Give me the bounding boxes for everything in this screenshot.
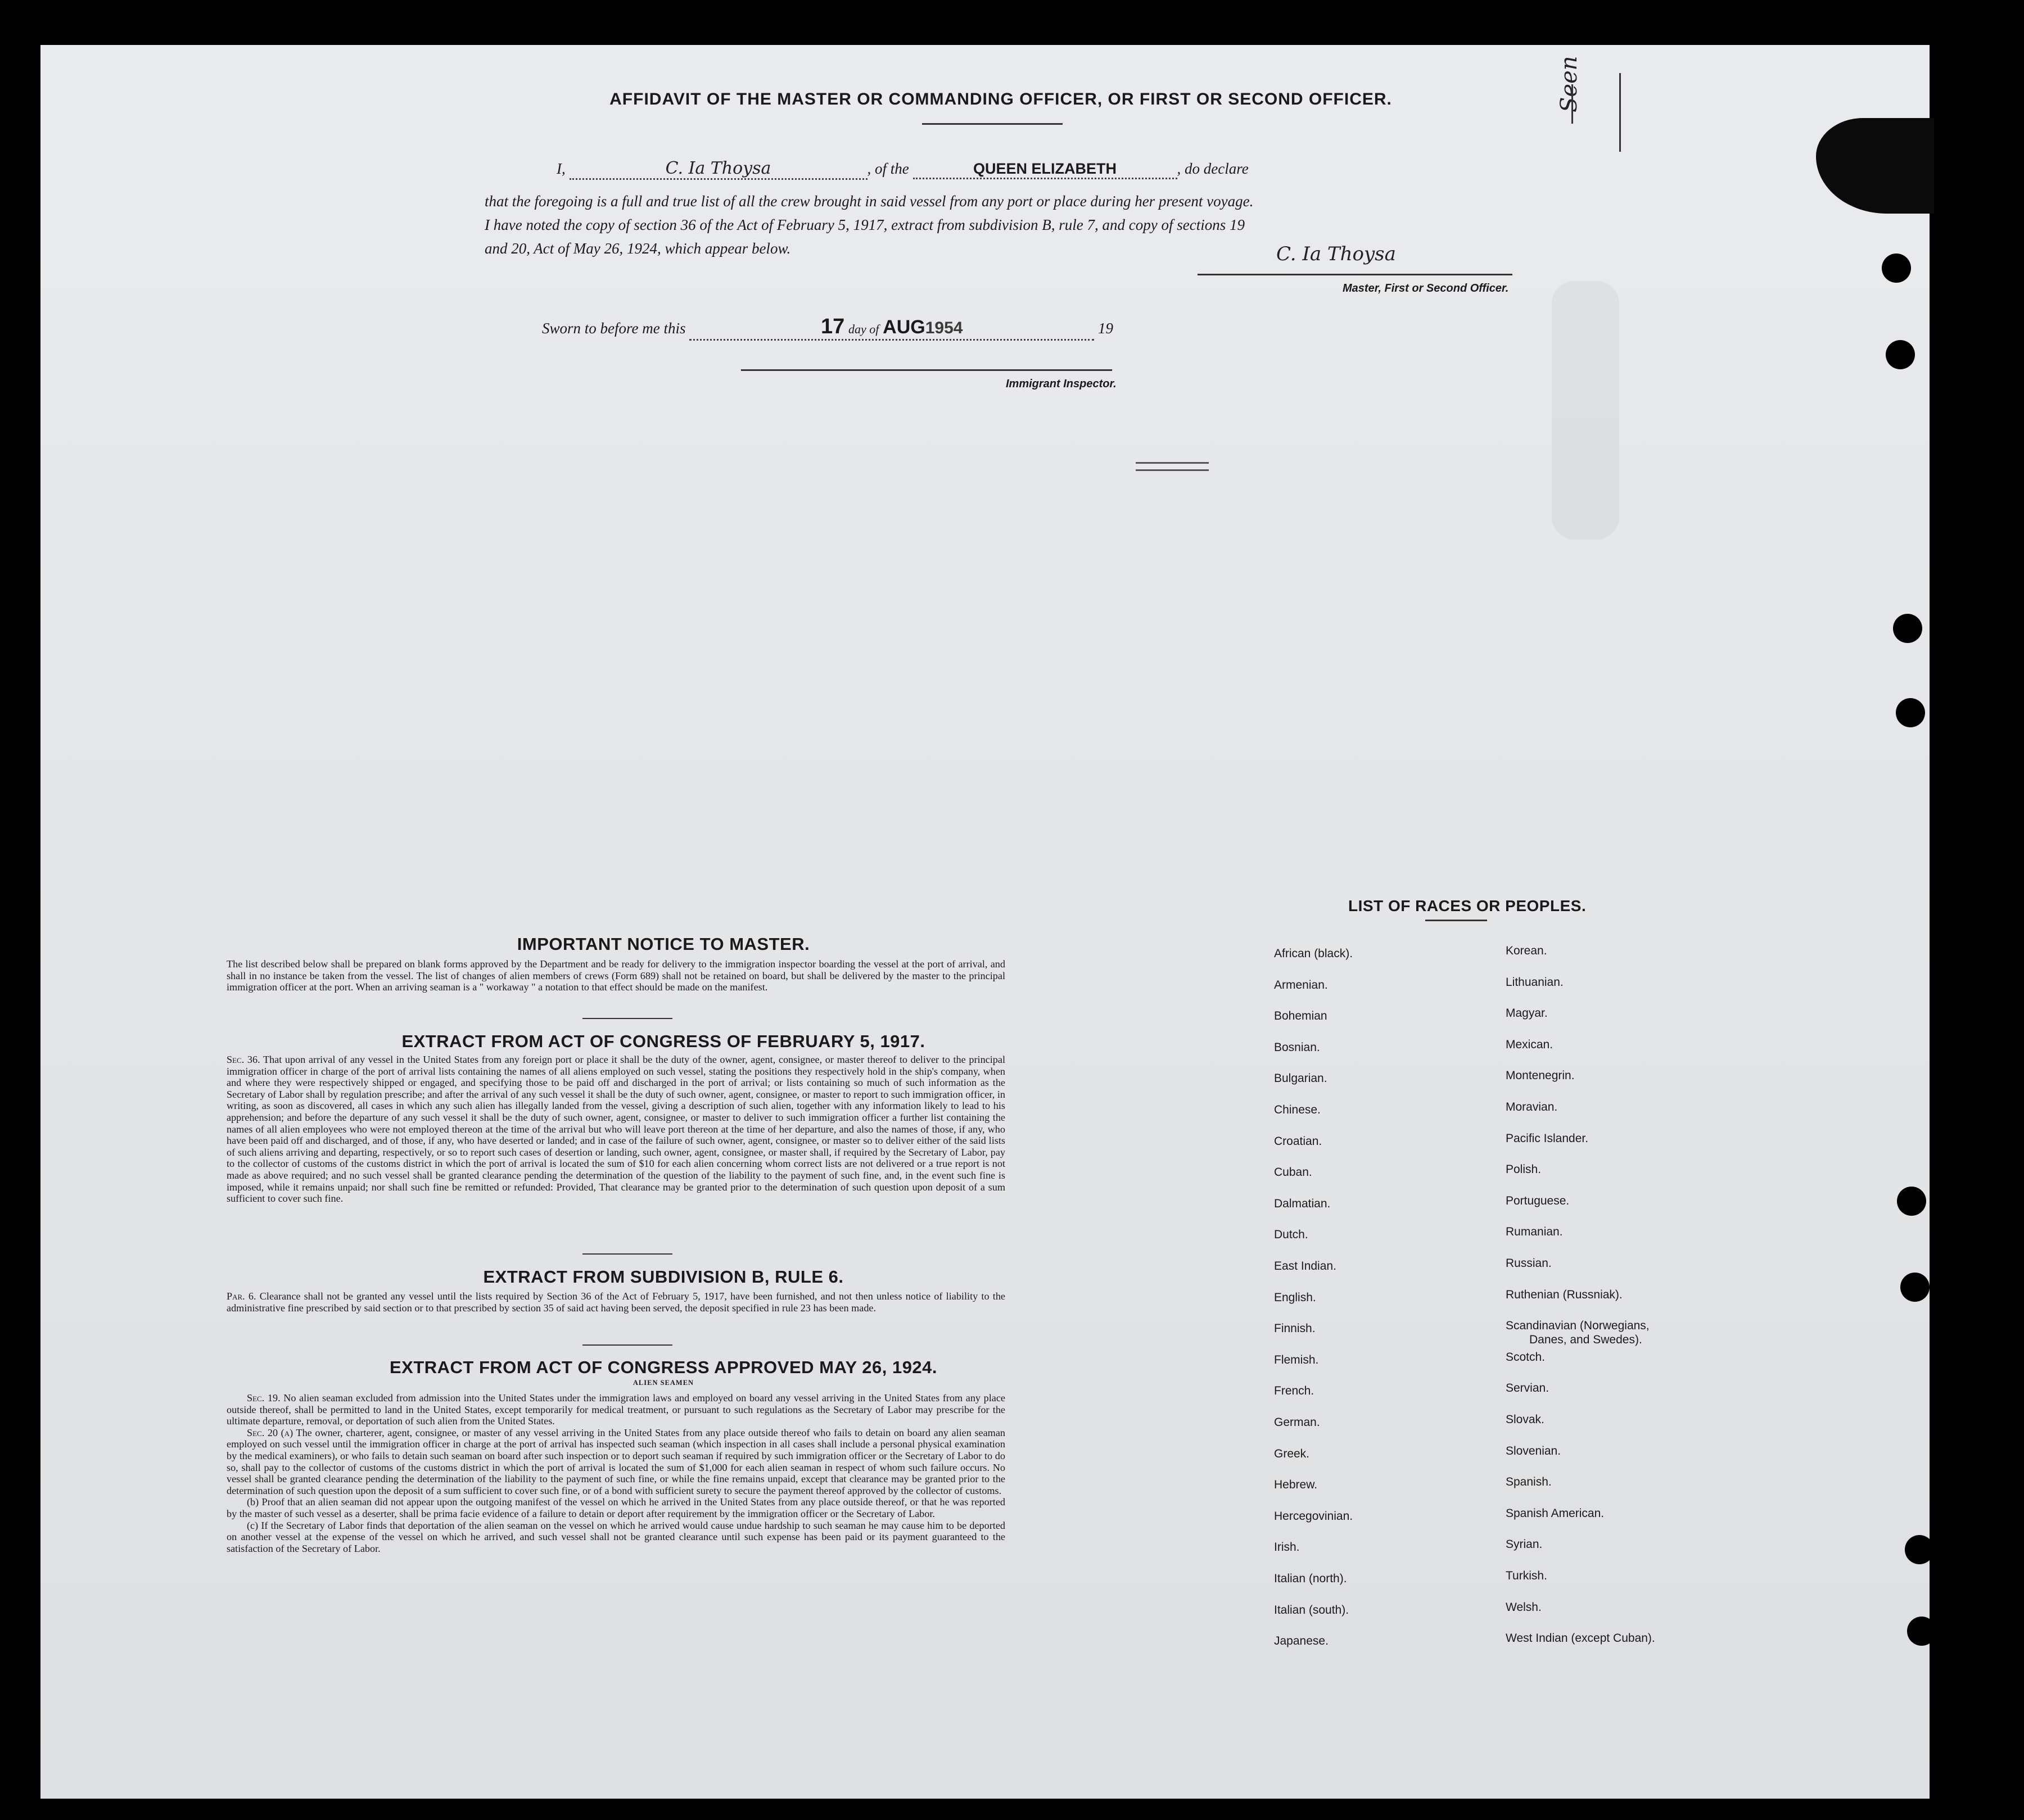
margin-handwritten-note: Seen xyxy=(1556,56,1582,112)
do-declare-label: , do declare xyxy=(1177,160,1249,177)
race-item: Spanish American. xyxy=(1506,1506,1605,1520)
section-rule xyxy=(582,1253,672,1255)
section-rule xyxy=(582,1018,672,1019)
affidavit-line-3: I have noted the copy of section 36 of the Act of February 5, 1917, extract from subdivision B, rule 7, and copy of sections 19 xyxy=(485,216,1245,233)
race-item: Chinese. xyxy=(1274,1103,1321,1116)
race-item: Dutch. xyxy=(1274,1228,1308,1242)
sec-20a-text: The owner, charterer, agent, consignee, or master of any vessel arriving in the United States from any place outside thereof who fails to detain on board any alien seaman employed on such vessel until the immigration officer in charge at the port of arrival has inspected such seaman (which inspection in all cases shall include a personal physical examination by the medical examiners), or who fails to detain such seaman on board after such inspection or to deport such seaman if required by such immigration officer or the Secretary of Labor to do so, shall pay to the collector of customs of the customs district in which the port of arrival is located the sum of $1,000 for each alien seaman in respect of whom such failure occurs. No vessel shall be granted clearance pending the determination of the liability to the payment of such fine, or while the fine remains unpaid, except that clearance may be granted prior to the determination of such question upon the deposit of a sum sufficient to cover such fine, or of a bond with sufficient surety to secure the payment thereof approved by the collector of customs. xyxy=(227,1427,1005,1496)
race-item: French. xyxy=(1274,1384,1314,1398)
race-item: Pacific Islander. xyxy=(1506,1131,1589,1145)
sworn-line xyxy=(542,315,1113,341)
race-item: Rumanian. xyxy=(1506,1225,1563,1239)
extract-1924-body xyxy=(227,1392,1005,1554)
affidavit-title: AFFIDAVIT OF THE MASTER OR COMMANDING OFFICER, OR FIRST OR SECOND OFFICER. xyxy=(609,90,1392,108)
race-item: East Indian. xyxy=(1274,1260,1336,1273)
race-item-continuation: Danes, and Swedes). xyxy=(1529,1333,1642,1347)
vessel-name-field: QUEEN ELIZABETH xyxy=(913,160,1177,179)
punch-hole xyxy=(1896,698,1925,727)
race-item: Flemish. xyxy=(1274,1353,1319,1366)
rule6-body xyxy=(227,1291,1005,1314)
sec-20b-lead: (b) xyxy=(247,1496,259,1508)
margin-tick-marks xyxy=(1619,73,1624,152)
affidavit-line-4: and 20, Act of May 26, 1924, which appear below. xyxy=(485,240,791,257)
race-item: Russian. xyxy=(1506,1257,1552,1270)
race-item: Japanese. xyxy=(1274,1635,1329,1648)
notice-body: The list described below shall be prepared on blank forms approved by the Department and be ready for delivery to the immigration inspector boarding the vessel at the port of arrival, and shall in no instance be taken from the vessel. The list of changes of alien members of crews (Form 689) shall not be retained on board, but shall be delivered by the master to the principal immigration officer at the port. When an arriving seaman is a " workaway " a notation to that effect should be made on the manifest. xyxy=(227,958,1005,993)
race-item: Turkish. xyxy=(1506,1569,1547,1582)
signature-rule xyxy=(1198,274,1512,275)
race-item: Hercegovinian. xyxy=(1274,1509,1353,1523)
race-item: Cuban. xyxy=(1274,1166,1312,1179)
race-item: Portuguese. xyxy=(1506,1194,1570,1207)
signature-caption: Master, First or Second Officer. xyxy=(1343,282,1509,295)
stamp-year: 1954 xyxy=(925,319,963,337)
race-item: Montenegrin. xyxy=(1506,1069,1575,1083)
race-item: Scotch. xyxy=(1506,1350,1546,1364)
year-19-label: 19 xyxy=(1098,320,1113,337)
race-item: German. xyxy=(1274,1416,1320,1429)
sworn-date-field xyxy=(689,315,1094,341)
race-item: Croatian. xyxy=(1274,1134,1322,1148)
page-edge-stain xyxy=(1552,281,1619,540)
race-item: West Indian (except Cuban). xyxy=(1506,1632,1655,1645)
pencil-mark xyxy=(1136,462,1209,471)
alien-seamen-subtitle: ALIEN SEAMEN xyxy=(632,1379,694,1387)
race-item: Italian (north). xyxy=(1274,1572,1347,1585)
officer-name-field: C. Ia Thoysa xyxy=(570,159,868,180)
race-item: Bohemian xyxy=(1274,1009,1327,1023)
extract-1917-lead: Sec. 36. xyxy=(227,1054,260,1065)
race-item: Syrian. xyxy=(1506,1538,1543,1551)
sec-20a-paragraph xyxy=(227,1427,1005,1497)
sec-20c-paragraph xyxy=(227,1520,1005,1555)
rule6-lead: Par. 6. xyxy=(227,1291,256,1302)
punch-hole xyxy=(1900,1273,1930,1302)
race-item: Finnish. xyxy=(1274,1322,1316,1335)
affidavit-i: I, xyxy=(557,160,566,177)
punch-hole xyxy=(1893,614,1922,643)
punch-hole xyxy=(1886,340,1915,369)
punch-hole xyxy=(1897,1187,1926,1216)
race-item: Lithuanian. xyxy=(1506,975,1564,989)
sec-20a-lead: Sec. 20 (a) xyxy=(247,1427,293,1438)
race-item: Slovenian. xyxy=(1506,1444,1561,1457)
sworn-label: Sworn to before me this xyxy=(542,320,686,337)
race-item: Irish. xyxy=(1274,1541,1300,1554)
sec-20b-text: Proof that an alien seaman did not appear upon the outgoing manifest of the vessel on which he arrived in the United States from any place outside thereof, or that he was reported by the master of such vessel as a deserter, shall be prima facie evidence of a failure to detain or deport after requirement by the immigration officer or the Secretary of Labor. xyxy=(227,1496,1006,1519)
notice-title: IMPORTANT NOTICE TO MASTER. xyxy=(517,934,810,954)
sec-20c-text: If the Secretary of Labor finds that deportation of the alien seaman on the vessel on which he arrived would cause undue hardship to such seaman he may cause him to be deported on another vessel at the expense of the vessel on which he arrived, and such vessel shall not be granted clearance until such expense has been paid or its payment guaranteed to the satisfaction of the Secretary of Labor. xyxy=(227,1519,1006,1554)
race-item: Polish. xyxy=(1506,1163,1542,1176)
sec-20c-lead: (c) xyxy=(247,1519,259,1531)
race-item: Servian. xyxy=(1506,1382,1549,1395)
inspector-rule xyxy=(741,369,1112,371)
race-item: Bosnian. xyxy=(1274,1040,1320,1054)
extract-1924-title: EXTRACT FROM ACT OF CONGRESS APPROVED MAY 26, 1924. xyxy=(389,1357,938,1377)
race-item: Spanish. xyxy=(1506,1475,1552,1489)
race-item: Italian (south). xyxy=(1274,1603,1349,1617)
inspector-caption: Immigrant Inspector. xyxy=(1006,378,1117,390)
race-item: Greek. xyxy=(1274,1447,1310,1460)
extract-1917-title: EXTRACT FROM ACT OF CONGRESS OF FEBRUARY 5, 1917. xyxy=(401,1031,925,1051)
stamp-month: AUG xyxy=(883,316,925,338)
sec-19-lead: Sec. 19. xyxy=(247,1392,281,1404)
title-rule xyxy=(922,123,1063,125)
race-item: Magyar. xyxy=(1506,1007,1548,1020)
races-title: LIST OF RACES OR PEOPLES. xyxy=(1348,897,1587,914)
race-item: Bulgarian. xyxy=(1274,1072,1327,1085)
rule6-title: EXTRACT FROM SUBDIVISION B, RULE 6. xyxy=(483,1267,844,1287)
race-item: English. xyxy=(1274,1291,1316,1304)
race-item: Moravian. xyxy=(1506,1101,1558,1113)
day-of-label: day of xyxy=(848,322,879,336)
punch-hole xyxy=(1905,1535,1934,1564)
punch-hole xyxy=(1882,253,1911,283)
race-item: Dalmatian. xyxy=(1274,1197,1331,1210)
race-item: African (black). xyxy=(1274,947,1353,960)
extract-1917-body xyxy=(227,1054,1005,1205)
rule6-text: Clearance shall not be granted any vessel until the lists required by Section 36 of the Act of February 5, 1917, have been furnished, and not then unless notice of liability to the administrative fine prescribed by said section or to that prescribed by section 35 of said act having been served, the deposit specified in rule 23 has been made. xyxy=(227,1291,1005,1314)
section-rule xyxy=(582,1344,672,1346)
sec-19-paragraph xyxy=(227,1392,1005,1427)
race-item: Welsh. xyxy=(1506,1600,1542,1614)
master-signature: C. Ia Thoysa xyxy=(1276,243,1396,265)
affidavit-line-1 xyxy=(557,159,1546,180)
sec-19-text: No alien seaman excluded from admission into the United States under the immigration laws and employed on board any vessel arriving in the United States from any place outside thereof, shall be permitted to land in the United States, except temporarily for medical treatment, or pursuant to such regulations as the Secretary of Labor may prescribe for the ultimate departure, removal, or deportation of such alien from the United States. xyxy=(227,1392,1006,1427)
race-item: Armenian. xyxy=(1274,978,1328,992)
margin-tick-marks xyxy=(1571,84,1576,124)
punch-hole xyxy=(1907,1617,1936,1646)
of-the-label: , of the xyxy=(867,160,909,177)
stamp-day: 17 xyxy=(821,315,845,338)
race-item: Scandinavian (Norwegians, xyxy=(1506,1319,1650,1333)
races-title-underline xyxy=(1425,920,1487,921)
race-item: Hebrew. xyxy=(1274,1478,1318,1492)
affidavit-line-2: that the foregoing is a full and true list of all the crew brought in said vessel from any port or place during her present voyage. xyxy=(485,193,1254,210)
race-item: Korean. xyxy=(1506,944,1547,957)
race-item: Slovak. xyxy=(1506,1413,1544,1426)
sec-20b-paragraph xyxy=(227,1496,1005,1519)
race-item: Ruthenian (Russniak). xyxy=(1506,1288,1623,1301)
race-item: Mexican. xyxy=(1506,1038,1553,1051)
extract-1917-text: That upon arrival of any vessel in the United States from any foreign port or place it shall be the duty of the owner, agent, consignee, or master thereof to deliver to the principal immigration officer in charge of the port of arrival lists containing the names of all aliens employed on such vessel, stating the positions they respectively hold in the ship's company, when and where they were respectively shipped or engaged, and specifying those to be paid off and discharged in the port of arrival; or lists containing so much of such information as the Secretary of Labor shall by regulation prescribe; and after the arrival of any such vessel it shall be the duty of such owner, agent, consignee, or master to report to such immigration officer, in writing, as soon as discovered, all cases in which any such alien has illegally landed from the vessel, giving a description of such alien, together with any information likely to lead to his apprehension; and before the departure of any such vessel it shall be the duty of such owner, agent, consignee, or master to deliver to such immigration officer a further list containing the names of all alien employees who were not employed thereon at the time of the arrival but who will leave port thereon at the time of her departure, and also the names of those, if any, who have been paid off and discharged, and of those, if any, who have deserted or landed; and in case of the failure of such owner, agent, consignee, or master so to deliver either of the said lists of such aliens arriving and departing, respectively, or so to report such cases of desertion or landing, such owner, agent, consignee, or master shall, if required by the Secretary of Labor, pay to the collector of customs of the customs district in which the port of arrival is located the sum of $10 for each alien concerning whom correct lists are not delivered or a true report is not made as above required; and no such vessel shall be granted clearance pending the determination of the question of the liability to the payment of such fine, and, in the event such fine is imposed, while it remains unpaid; nor shall such fine be remitted or refunded: Provided, That clearance may be granted prior to the determination of such question upon deposit of a sum sufficient to cover such fine. xyxy=(227,1054,1006,1205)
